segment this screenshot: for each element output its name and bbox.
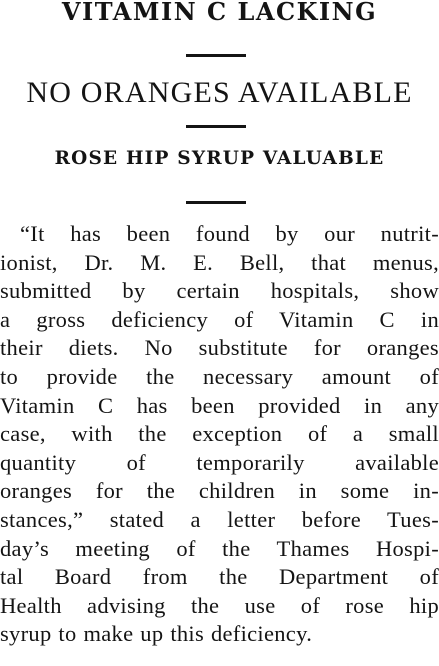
body-line: stances,” stated a letter before Tues- [0, 506, 439, 532]
subheadline-divider [186, 125, 246, 128]
body-line: to provide the necessary amount of [0, 363, 439, 389]
body-line: quantity of temporarily available [0, 449, 439, 475]
body-line: day’s meeting of the Thames Hospi- [0, 535, 439, 561]
body-line: a gross deficiency of Vitamin C in [0, 306, 439, 332]
headline-divider [186, 54, 246, 57]
body-line: case, with the exception of a small [0, 421, 439, 447]
body-line: ionist, Dr. M. E. Bell, that menus, [0, 249, 439, 275]
subheadline: NO ORANGES AVAILABLE [26, 76, 413, 109]
body-line: Vitamin C has been provided in any [0, 392, 439, 418]
deck-divider [186, 201, 246, 204]
article-body [0, 220, 439, 649]
headline: VITAMIN C LACKING [61, 0, 378, 26]
body-line: their diets. No substitute for oranges [0, 335, 439, 361]
body-line: submitted by certain hospitals, show [0, 278, 439, 304]
body-line: oranges for the children in some in- [0, 478, 439, 504]
body-line: syrup to make up this deficiency. [0, 621, 313, 647]
body-line: Health advising the use of rose hip [0, 592, 439, 618]
deck-headline: ROSE HIP SYRUP VALUABLE [54, 148, 385, 169]
body-line: “It has been found by our nutrit- [20, 221, 439, 246]
body-line: tal Board from the Department of [0, 564, 439, 590]
